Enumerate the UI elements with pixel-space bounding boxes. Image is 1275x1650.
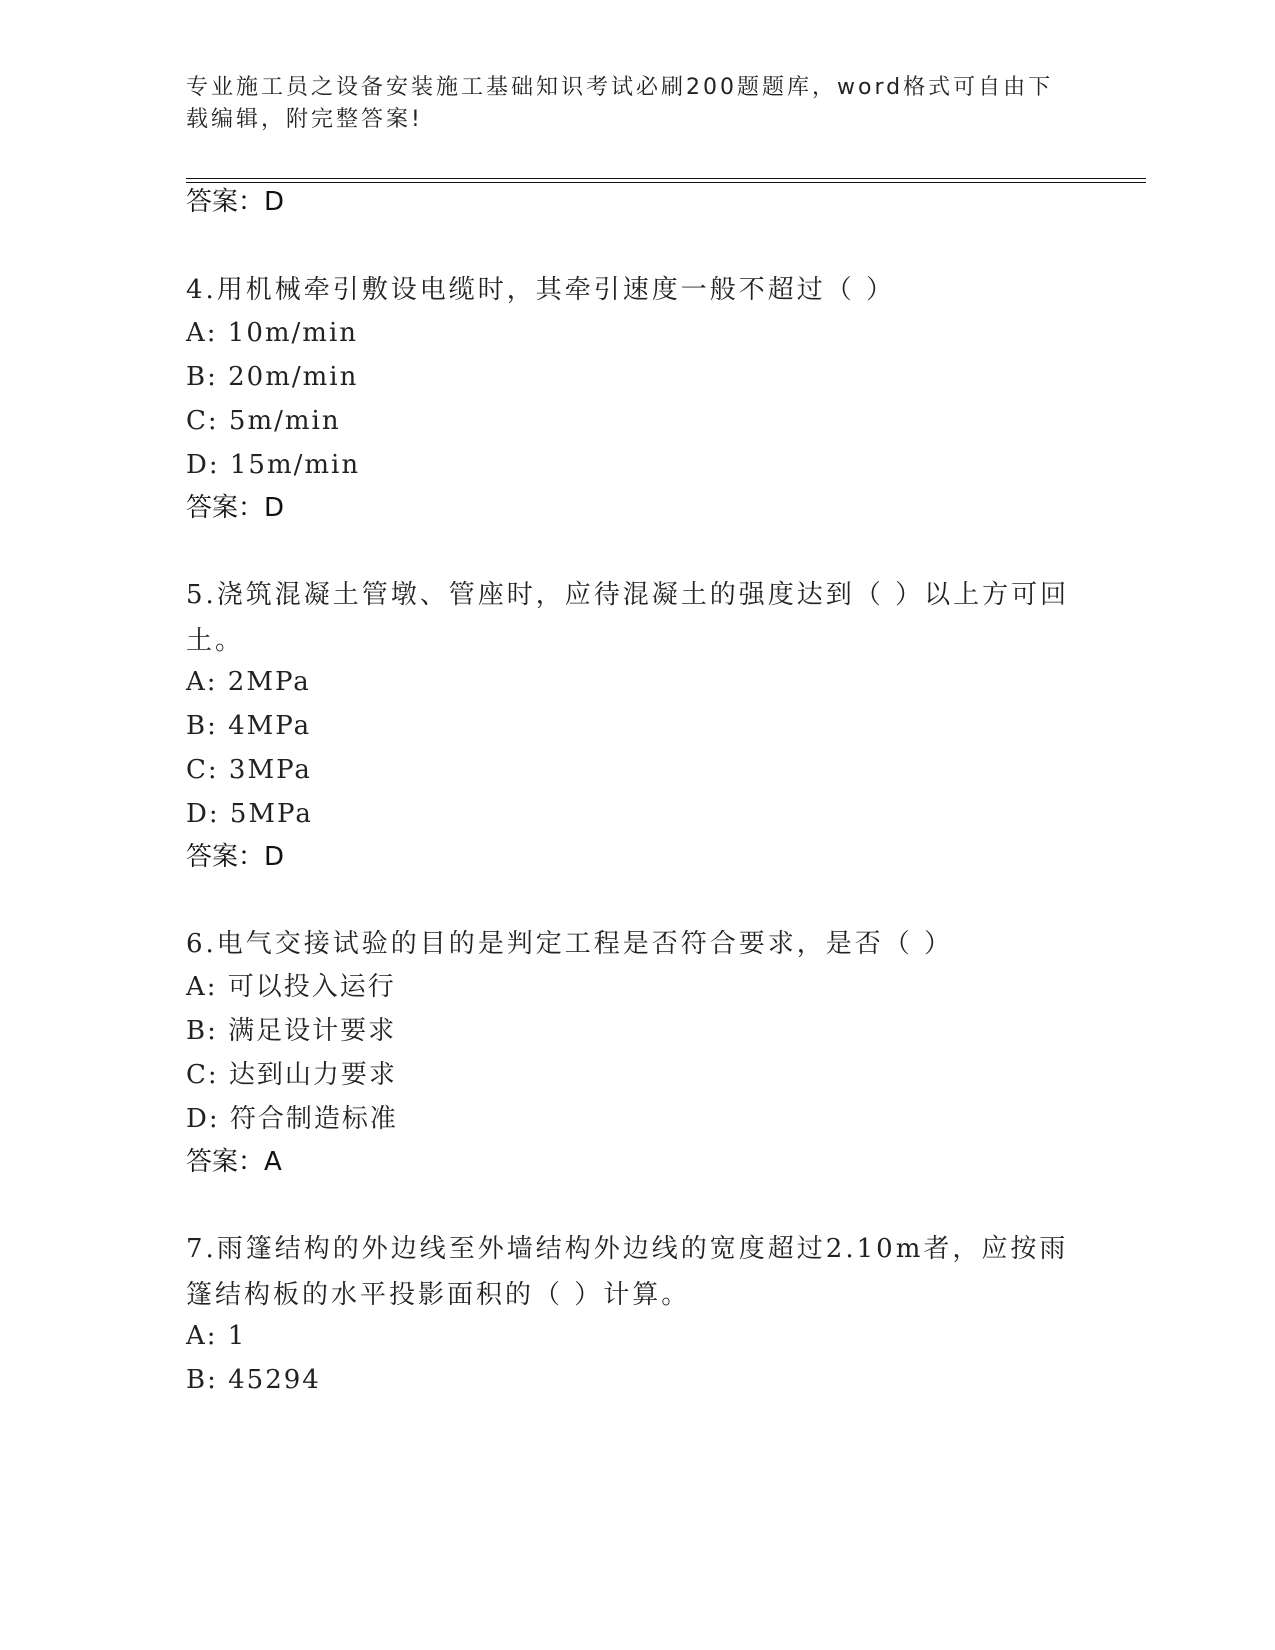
question-5-option-b: B: 4MPa xyxy=(186,711,312,741)
question-4-answer: 答案：D xyxy=(186,493,285,523)
question-6-option-b: B: 满足设计要求 xyxy=(186,1016,397,1046)
question-4-option-b: B: 20m/min xyxy=(186,362,359,392)
question-5-option-c: C: 3MPa xyxy=(186,755,312,785)
previous-question-answer: 答案：D xyxy=(186,187,285,217)
question-4-stem: 4.用机械牵引敷设电缆时，其牵引速度一般不超过（ ） xyxy=(186,275,896,305)
question-5-option-d: D: 5MPa xyxy=(186,799,313,829)
question-6-option-a: A: 可以投入运行 xyxy=(186,972,396,1002)
question-5-option-a: A: 2MPa xyxy=(186,667,311,697)
question-5-answer: 答案：D xyxy=(186,842,285,872)
document-header-title: 专业施工员之设备安装施工基础知识考试必刷200题题库，word格式可自由下载编辑，附完整答案! xyxy=(186,75,1054,132)
header-divider-bottom xyxy=(186,182,1146,183)
question-7-option-b: B: 45294 xyxy=(186,1365,321,1395)
question-6-answer: 答案：A xyxy=(186,1147,282,1177)
question-7-stem: 7.雨篷结构的外边线至外墙结构外边线的宽度超过2.10m者，应按雨篷结构板的水平投影面积的（ ）计算。 xyxy=(186,1234,1069,1310)
question-4-option-a: A: 10m/min xyxy=(186,318,359,348)
question-4-option-c: C: 5m/min xyxy=(186,406,341,436)
question-6-option-c: C: 达到山力要求 xyxy=(186,1060,397,1090)
question-5-stem: 5.浇筑混凝土管墩、管座时，应待混凝土的强度达到（ ）以上方可回土。 xyxy=(186,580,1070,656)
header-divider-top xyxy=(186,178,1146,179)
question-6-option-d: D: 符合制造标准 xyxy=(186,1104,398,1134)
question-6-stem: 6.电气交接试验的目的是判定工程是否符合要求，是否（ ） xyxy=(186,929,954,959)
question-4-option-d: D: 15m/min xyxy=(186,450,361,480)
question-7-option-a: A: 1 xyxy=(186,1321,247,1351)
